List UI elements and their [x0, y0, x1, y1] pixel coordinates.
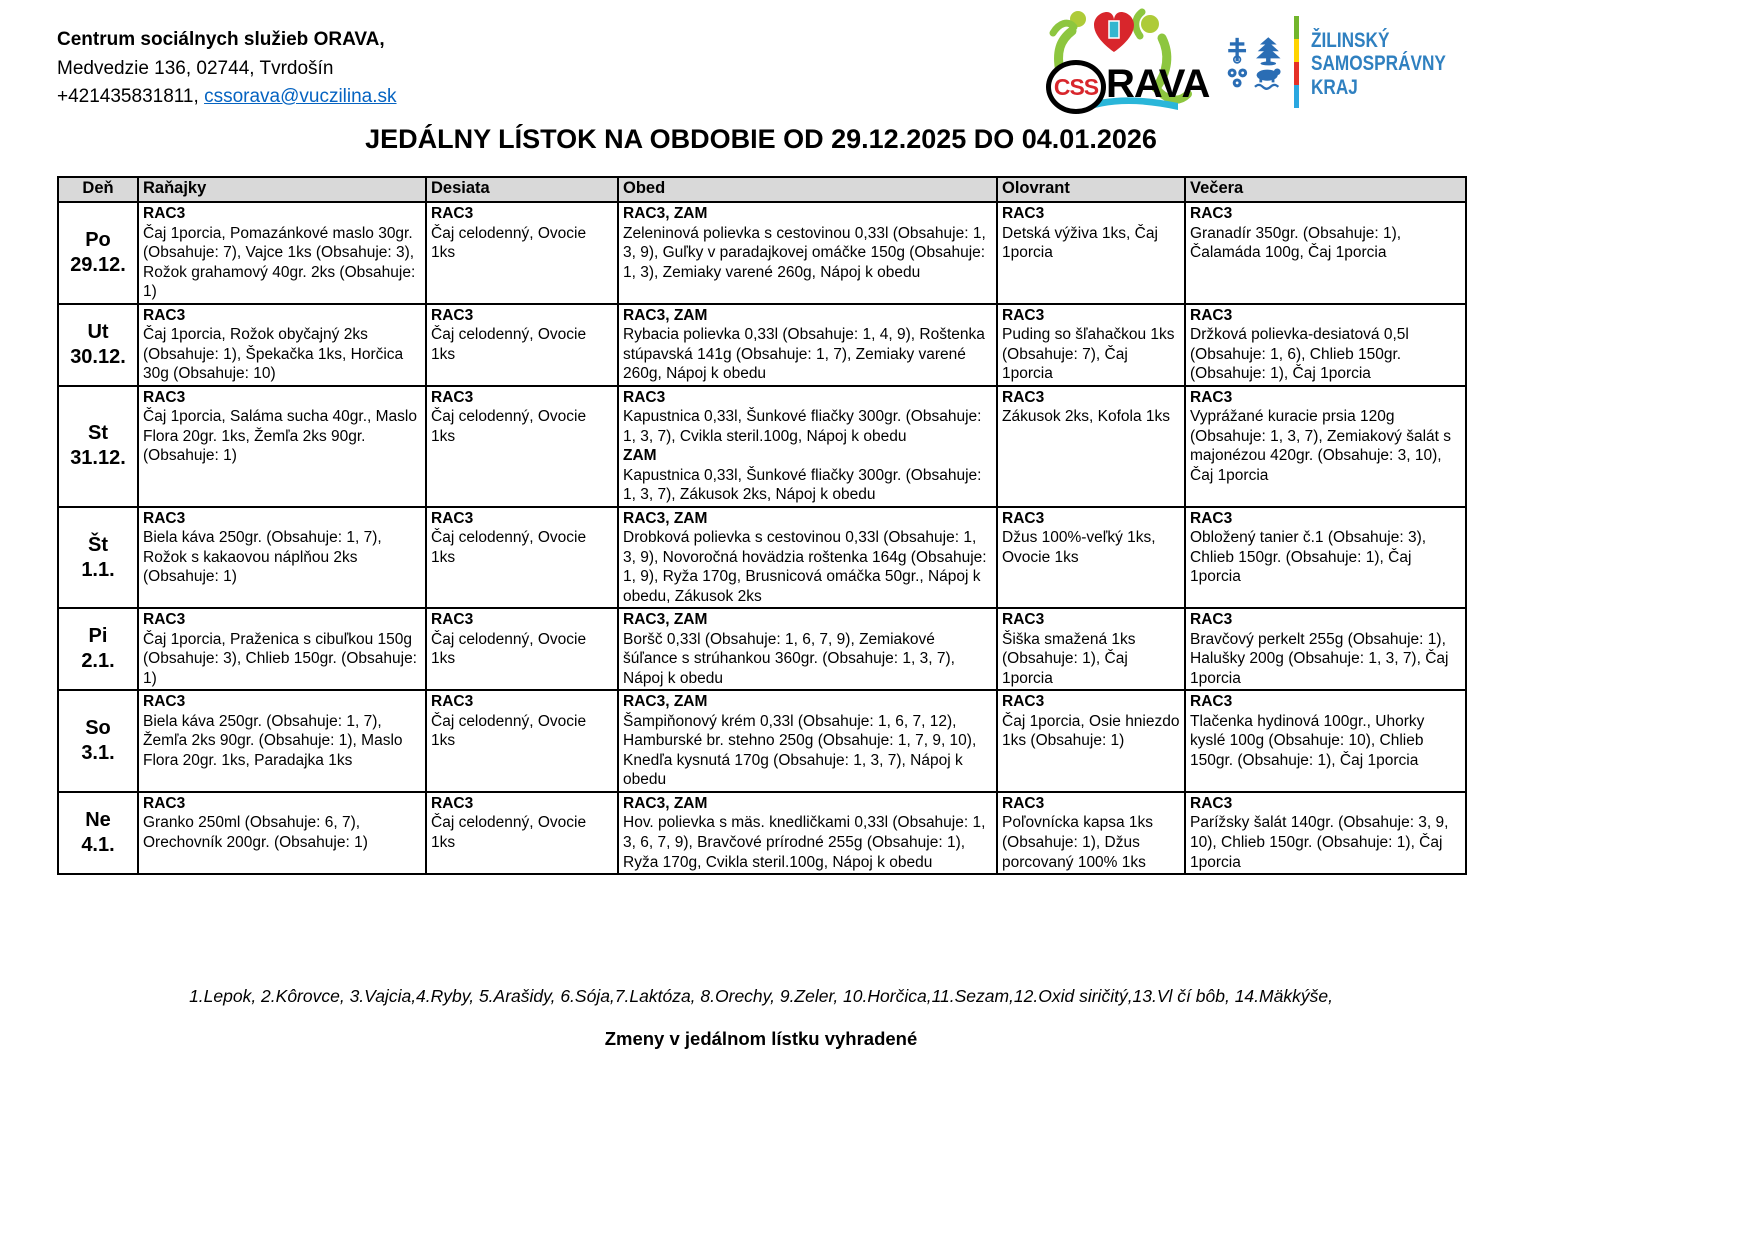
- diet-tag: RAC3: [431, 388, 474, 406]
- css-circle-badge: [1046, 60, 1106, 114]
- day-cell: [58, 792, 138, 874]
- meal-cell-obed: [618, 690, 997, 792]
- bear-wave-icon: [1255, 85, 1278, 89]
- page-title: JEDÁLNY LÍSTOK NA OBDOBIE OD 29.12.2025 DO 04.01.2026: [365, 124, 1157, 154]
- meal-text: Zeleninová polievka s cestovinou 0,33l (Obsahuje: 1, 3, 9), Guľky v paradajkovej omáčke 150g (Obsahuje: 1, 3), Zemiaky varené 260g, Nápoj k obedu: [623, 224, 986, 281]
- diet-tag: RAC3: [1190, 611, 1233, 629]
- diet-tag: RAC3: [1002, 611, 1045, 629]
- meal-cell-vecera: [1185, 507, 1466, 609]
- diet-tag: RAC3: [1002, 388, 1045, 406]
- diet-tag: RAC3: [143, 693, 186, 711]
- meal-text: Rybacia polievka 0,33l (Obsahuje: 1, 4, 9), Roštenka stúpavská 141g (Obsahuje: 1, 7), Zemiaky varené 260g, Nápoj k obedu: [623, 326, 985, 383]
- zsk-line2: SAMOSPRÁVNY: [1311, 52, 1447, 76]
- meal-cell-ranajky: [138, 608, 426, 690]
- meal-text: Tlačenka hydinová 100gr., Uhorky kyslé 100g (Obsahuje: 10), Chlieb 150gr. (Obsahuje: 1), Čaj 1porcia: [1190, 712, 1425, 769]
- meal-cell-vecera: [1185, 792, 1466, 874]
- meal-cell-ranajky: [138, 690, 426, 792]
- meal-text: Zákusok 2ks, Kofola 1ks: [1002, 408, 1170, 426]
- meal-text: Vyprážané kuracie prsia 120g (Obsahuje: 1, 3, 7), Zemiakový šalát s majonézou 420gr. (Obsahuje: 3, 10), Čaj 1porcia: [1190, 408, 1452, 484]
- meal-cell-vecera: [1185, 608, 1466, 690]
- zsk-emblem-icon: [1226, 16, 1284, 112]
- meal-cell-olovrant: [997, 507, 1185, 609]
- meal-cell-vecera: [1185, 304, 1466, 386]
- day-cell: [58, 690, 138, 792]
- org-name: Centrum sociálnych služieb ORAVA,: [57, 29, 385, 50]
- diet-tag: RAC3: [431, 509, 474, 527]
- zsk-wordmark: [1311, 29, 1446, 98]
- date-label: 4.1.: [81, 833, 115, 856]
- meal-text: Biela káva 250gr. (Obsahuje: 1, 7), Žemľa 2ks 90gr. (Obsahuje: 1), Maslo Flora 20gr. 1ks, Paradajka 1ks: [143, 712, 403, 769]
- meal-text: Boršč 0,33l (Obsahuje: 1, 6, 7, 9), Zemiakové šúľance s strúhankou 360gr. (Obsahuje: 1, 3, 7), Nápoj k obedu: [623, 630, 955, 687]
- meal-cell-ranajky: [138, 304, 426, 386]
- meal-cell-olovrant: [997, 202, 1185, 304]
- meal-cell-desiata: [426, 202, 618, 304]
- diet-tag: RAC3: [431, 794, 474, 812]
- diet-tag: RAC3: [143, 509, 186, 527]
- date-label: 31.12.: [70, 447, 126, 470]
- zsk-color-stripe: [1294, 16, 1299, 108]
- meal-text: Šampiňonový krém 0,33l (Obsahuje: 1, 6, 7, 12), Hamburské br. stehno 250g (Obsahuje: 1, 7, 9, 10), Knedľa kysnutá 170g (Obsahuje: 1, 3, 7), Nápoj k obedu: [623, 712, 977, 789]
- org-email-link[interactable]: cssorava@vuczilina.sk: [204, 86, 397, 107]
- meal-text: Čaj celodenný, Ovocie 1ks: [431, 224, 587, 262]
- meal-cell-vecera: [1185, 386, 1466, 507]
- meal-text: Čaj celodenný, Ovocie 1ks: [431, 326, 587, 363]
- meal-text: Čaj 1porcia, Praženica s cibuľkou 150g (Obsahuje: 3), Chlieb 150gr. (Obsahuje: 1): [143, 630, 417, 687]
- day-label: Pi: [88, 625, 108, 648]
- meal-cell-obed: [618, 304, 997, 386]
- diet-tag: RAC3, ZAM: [623, 794, 708, 812]
- meal-text: Džus 100%-veľký 1ks, Ovocie 1ks: [1002, 529, 1156, 566]
- meal-text: Kapustnica 0,33l, Šunkové fliačky 300gr. (Obsahuje: 1, 3, 7), Cvikla steril.100g, Nápoj k obedu: [623, 408, 982, 445]
- day-label: Ne: [85, 808, 111, 831]
- meal-text: Čaj celodenný, Ovocie 1ks: [431, 814, 587, 851]
- zsk-line1: ŽILINSKÝ: [1311, 29, 1390, 53]
- meal-text: Kapustnica 0,33l, Šunkové fliačky 300gr. (Obsahuje: 1, 3, 7), Zákusok 2ks, Nápoj k obedu: [623, 466, 982, 504]
- table-row: [58, 304, 1466, 386]
- diet-tag: RAC3, ZAM: [623, 205, 708, 222]
- meal-text: Čaj celodenný, Ovocie 1ks: [431, 529, 587, 566]
- date-label: 3.1.: [81, 742, 115, 765]
- meal-text: Drobková polievka s cestovinou 0,33l (Obsahuje: 1, 3, 9), Novoročná hovädzia roštenka 164g (Obsahuje: 1, 9), Ryža 170g, Brusnicová omáčka 50gr., Nápoj k obedu, Zákusok 2ks: [623, 529, 987, 605]
- diet-tag: RAC3: [1002, 205, 1045, 222]
- meal-text: Čaj celodenný, Ovocie 1ks: [431, 408, 587, 445]
- table-row: [58, 507, 1466, 609]
- day-label: Po: [85, 228, 111, 251]
- diet-tag: RAC3: [431, 611, 474, 629]
- meal-cell-obed: [618, 792, 997, 874]
- diet-tag: RAC3: [431, 306, 474, 324]
- meal-text: Bravčový perkelt 255g (Obsahuje: 1), Halušky 200g (Obsahuje: 1, 3, 7), Čaj 1porcia: [1190, 630, 1449, 687]
- meal-text: Obložený tanier č.1 (Obsahuje: 3), Chlieb 150gr. (Obsahuje: 1), Čaj 1porcia: [1190, 529, 1427, 586]
- meal-cell-vecera: [1185, 690, 1466, 792]
- column-header-desiata: Desiata: [426, 177, 618, 202]
- meal-cell-desiata: [426, 690, 618, 792]
- menu-table: [57, 176, 1467, 875]
- door-icon: [1109, 21, 1119, 38]
- day-label: St: [88, 422, 108, 445]
- meal-cell-vecera: [1185, 202, 1466, 304]
- column-header-olovrant: Olovrant: [997, 177, 1185, 202]
- meal-text: Hov. polievka s mäs. knedličkami 0,33l (Obsahuje: 1, 3, 6, 7, 9), Bravčové prírodné 255g (Obsahuje: 1), Ryža 170g, Cvikla steril.100g, Nápoj k obedu: [623, 814, 986, 871]
- allergen-legend: 1.Lepok, 2.Kôrovce, 3.Vajcia,4.Ryby, 5.Arašidy, 6.Sója,7.Laktóza, 8.Orechy, 9.Zeler, 10.Horčica,11.Sezam,12.Oxid siričitý,13.Vl čí bôb, 14.Mäkkýše,: [189, 986, 1333, 1006]
- meal-cell-ranajky: [138, 507, 426, 609]
- diet-tag: RAC3: [1002, 794, 1045, 812]
- menu-table-body: [58, 202, 1466, 874]
- zsk-line3: KRAJ: [1311, 75, 1359, 99]
- day-cell: [58, 608, 138, 690]
- diet-tag: RAC3, ZAM: [623, 306, 708, 324]
- diet-tag: RAC3: [143, 794, 186, 812]
- diet-tag: RAC3: [1002, 693, 1045, 711]
- table-row: [58, 608, 1466, 690]
- column-header-ranajky: Raňajky: [138, 177, 426, 202]
- meal-text: Detská výživa 1ks, Čaj 1porcia: [1002, 224, 1158, 262]
- zsk-logo: [1226, 16, 1476, 112]
- org-phone: +421435831811,: [57, 86, 199, 107]
- org-address: Medvedzie 136, 02744, Tvrdošín: [57, 57, 334, 79]
- meal-text: Čaj 1porcia, Saláma sucha 40gr., Maslo Flora 20gr. 1ks, Žemľa 2ks 90gr. (Obsahuje: 1): [143, 408, 417, 465]
- css-circle-text: CSS: [1053, 73, 1099, 100]
- meal-text: Čaj celodenný, Ovocie 1ks: [431, 630, 587, 668]
- date-label: 30.12.: [70, 345, 126, 368]
- meal-text: Biela káva 250gr. (Obsahuje: 1, 7), Rožok s kakaovou náplňou 2ks (Obsahuje: 1): [143, 529, 382, 586]
- table-row: [58, 690, 1466, 792]
- day-label: So: [85, 717, 111, 740]
- diet-tag: RAC3, ZAM: [623, 509, 708, 527]
- diet-tag: RAC3: [143, 388, 186, 406]
- meal-cell-desiata: [426, 608, 618, 690]
- meal-cell-desiata: [426, 792, 618, 874]
- meal-cell-olovrant: [997, 304, 1185, 386]
- meal-text: Granko 250ml (Obsahuje: 6, 7), Orechovník 200gr. (Obsahuje: 1): [143, 814, 368, 851]
- diet-tag: RAC3: [1190, 205, 1233, 222]
- meal-cell-olovrant: [997, 386, 1185, 507]
- meal-text: Poľovnícka kapsa 1ks (Obsahuje: 1), Džus porcovaný 100% 1ks: [1002, 814, 1153, 871]
- meal-text: Granadír 350gr. (Obsahuje: 1), Čalamáda 100g, Čaj 1porcia: [1190, 224, 1402, 262]
- diet-tag: RAC3: [1190, 509, 1233, 527]
- day-label: Ut: [87, 320, 109, 343]
- meal-text: Šiška smažená 1ks (Obsahuje: 1), Čaj 1porcia: [1002, 630, 1136, 687]
- meal-cell-olovrant: [997, 792, 1185, 874]
- meal-text: Čaj 1porcia, Pomazánkové maslo 30gr. (Obsahuje: 7), Vajce 1ks (Obsahuje: 3), Rožok grahamový 40gr. 2ks (Obsahuje: 1): [143, 224, 416, 301]
- day-cell: [58, 304, 138, 386]
- orava-wordmark: RAVA: [1106, 62, 1210, 106]
- diet-tag: RAC3: [623, 388, 666, 406]
- diet-tag: RAC3: [1190, 306, 1233, 324]
- diet-tag: RAC3: [431, 693, 474, 711]
- meal-cell-ranajky: [138, 792, 426, 874]
- change-notice: Zmeny v jedálnom lístku vyhradené: [604, 1028, 918, 1049]
- org-header: [57, 26, 397, 112]
- diet-tag: RAC3: [1002, 306, 1045, 324]
- meal-cell-obed: [618, 202, 997, 304]
- date-label: 2.1.: [81, 650, 115, 673]
- diet-tag: RAC3: [143, 611, 186, 629]
- table-row: [58, 792, 1466, 874]
- meal-cell-obed: [618, 507, 997, 609]
- column-header-den: Deň: [58, 177, 138, 202]
- column-header-vecera: Večera: [1185, 177, 1466, 202]
- css-orava-logo: [1026, 6, 1211, 116]
- meal-text: Čaj 1porcia, Osie hniezdo 1ks (Obsahuje: 1): [1002, 712, 1180, 750]
- diet-tag: ZAM: [623, 447, 657, 465]
- day-cell: [58, 507, 138, 609]
- date-label: 29.12.: [70, 253, 126, 276]
- diet-tag: RAC3, ZAM: [623, 611, 708, 629]
- meal-text: Čaj celodenný, Ovocie 1ks: [431, 712, 587, 750]
- meal-text: Čaj 1porcia, Rožok obyčajný 2ks (Obsahuje: 1), Špekačka 1ks, Horčica 30g (Obsahuje: 10): [143, 326, 404, 383]
- meal-cell-obed: [618, 608, 997, 690]
- meal-cell-ranajky: [138, 202, 426, 304]
- diet-tag: RAC3: [1190, 388, 1233, 406]
- day-label: Št: [88, 533, 108, 556]
- day-cell: [58, 202, 138, 304]
- meal-cell-obed: [618, 386, 997, 507]
- meal-cell-desiata: [426, 386, 618, 507]
- diet-tag: RAC3: [1002, 509, 1045, 527]
- meal-text: Držková polievka-desiatová 0,5l (Obsahuje: 1, 6), Chlieb 150gr. (Obsahuje: 1), Čaj 1porcia: [1190, 326, 1409, 383]
- diet-tag: RAC3: [1190, 693, 1233, 711]
- diet-tag: RAC3, ZAM: [623, 693, 708, 711]
- meal-text: Puding so šľahačkou 1ks (Obsahuje: 7), Čaj 1porcia: [1002, 326, 1175, 383]
- meal-cell-desiata: [426, 507, 618, 609]
- org-contact: [57, 83, 397, 112]
- meal-text: Parížsky šalát 140gr. (Obsahuje: 3, 9, 10), Chlieb 150gr. (Obsahuje: 1), Čaj 1porcia: [1190, 814, 1449, 871]
- day-cell: [58, 386, 138, 507]
- table-row: [58, 202, 1466, 304]
- meal-cell-desiata: [426, 304, 618, 386]
- table-row: [58, 386, 1466, 507]
- diet-tag: RAC3: [143, 205, 186, 222]
- meal-cell-olovrant: [997, 690, 1185, 792]
- meal-cell-ranajky: [138, 386, 426, 507]
- diet-tag: RAC3: [143, 306, 186, 324]
- table-header-row: [58, 177, 1466, 202]
- date-label: 1.1.: [81, 558, 115, 581]
- meal-cell-olovrant: [997, 608, 1185, 690]
- diet-tag: RAC3: [1190, 794, 1233, 812]
- column-header-obed: Obed: [618, 177, 997, 202]
- diet-tag: RAC3: [431, 205, 474, 222]
